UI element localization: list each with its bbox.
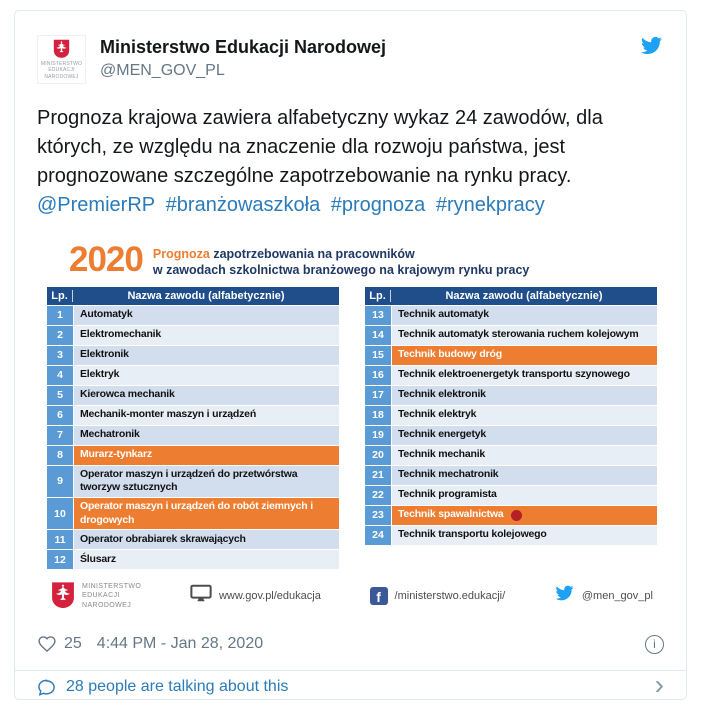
row-number: 15 <box>365 346 391 365</box>
row-name: Technik programista <box>392 486 657 505</box>
professions-table-left <box>47 287 339 570</box>
row-number: 10 <box>47 498 73 529</box>
infographic-footer <box>47 581 657 610</box>
row-name: Mechanik-monter maszyn i urządzeń <box>74 406 339 425</box>
table-row <box>365 366 657 385</box>
info-icon[interactable] <box>645 635 664 654</box>
professions-table-right <box>365 287 657 570</box>
row-name: Technik elektryk <box>392 406 657 425</box>
like-icon[interactable] <box>37 634 57 654</box>
row-number: 16 <box>365 366 391 385</box>
professions-tables <box>47 287 657 570</box>
author-name[interactable]: Ministerstwo Edukacji Narodowej <box>100 37 387 57</box>
ministry-logo <box>51 581 141 610</box>
conversation-link[interactable]: 28 people are talking about this <box>66 678 289 696</box>
table-body <box>47 306 339 570</box>
row-name: Elektromechanik <box>74 326 339 345</box>
infographic-title-accent: Prognoza <box>152 247 210 261</box>
row-name: Murarz-tynkarz <box>74 446 339 465</box>
table-row <box>47 446 339 465</box>
row-number: 17 <box>365 386 391 405</box>
infographic-title-line2: w zawodach szkolnictwa branżowego na krajowym rynku pracy <box>152 263 530 278</box>
table-row <box>47 366 339 385</box>
row-name: Ślusarz <box>74 550 339 569</box>
table-row <box>365 326 657 345</box>
row-name: Automatyk <box>74 306 339 325</box>
table-row <box>47 498 339 529</box>
table-row <box>365 506 657 525</box>
row-name: Elektronik <box>74 346 339 365</box>
monitor-icon <box>190 584 212 608</box>
twitter-logo-icon[interactable] <box>639 35 664 61</box>
table-row <box>365 446 657 465</box>
infographic-year: 2020 <box>69 240 143 279</box>
table-row <box>47 426 339 445</box>
website-url: www.gov.pl/edukacja <box>218 589 321 602</box>
timestamp[interactable]: 4:44 PM - Jan 28, 2020 <box>96 635 264 653</box>
row-number: 1 <box>47 306 73 325</box>
row-name: Technik mechanik <box>392 446 657 465</box>
row-name: Operator maszyn i urządzeń do robót ziemnych i drogowych <box>74 498 339 529</box>
author-block <box>100 35 386 80</box>
row-number: 5 <box>47 386 73 405</box>
row-name: Technik budowy dróg <box>392 346 657 365</box>
like-count[interactable]: 25 <box>64 635 82 653</box>
row-number: 22 <box>365 486 391 505</box>
row-name: Technik automatyk <box>392 306 657 325</box>
row-name: Kierowca mechanik <box>74 386 339 405</box>
column-header-name: Nazwa zawodu (alfabetycznie) <box>445 289 603 302</box>
table-row <box>47 326 339 345</box>
ministry-logo-caption: MINISTERSTWO EDUKACJI NARODOWEJ <box>82 582 142 609</box>
table-row <box>47 406 339 425</box>
ministry-emblem-icon <box>53 39 70 59</box>
avatar-caption: MINISTERSTWO EDUKACJI NARODOWEJ <box>40 60 83 80</box>
row-number: 18 <box>365 406 391 425</box>
row-number: 11 <box>47 530 73 549</box>
facebook-handle: /ministerstwo.edukacji/ <box>394 589 506 602</box>
infographic-title <box>153 246 530 279</box>
table-row <box>365 426 657 445</box>
row-number: 13 <box>365 306 391 325</box>
column-header-lp: Lp. <box>47 290 73 302</box>
row-number: 12 <box>47 550 73 569</box>
table-row <box>47 386 339 405</box>
row-number: 3 <box>47 346 73 365</box>
table-row <box>365 346 657 365</box>
row-number: 8 <box>47 446 73 465</box>
table-header <box>365 287 657 305</box>
tweet-header <box>37 35 664 84</box>
row-number: 4 <box>47 366 73 385</box>
row-name: Technik spawalnictwa <box>392 506 657 525</box>
row-number: 21 <box>365 466 391 485</box>
table-row <box>365 526 657 545</box>
tweet-links <box>37 191 664 220</box>
row-number: 23 <box>365 506 391 525</box>
red-dot-icon <box>511 510 522 521</box>
conversation-bar <box>15 670 686 703</box>
row-name: Technik automatyk sterowania ruchem kolejowym <box>392 326 657 345</box>
row-name: Technik mechatronik <box>392 466 657 485</box>
row-number: 14 <box>365 326 391 345</box>
website-item <box>190 584 321 608</box>
infographic-header <box>69 242 657 279</box>
avatar[interactable] <box>37 35 86 84</box>
twitter-handle: @men_gov_pl <box>581 589 653 602</box>
row-name: Elektryk <box>74 366 339 385</box>
table-header <box>47 287 339 305</box>
row-number: 19 <box>365 426 391 445</box>
column-header-name: Nazwa zawodu (alfabetycznie) <box>127 289 285 302</box>
row-number: 2 <box>47 326 73 345</box>
table-row <box>365 486 657 505</box>
row-number: 20 <box>365 446 391 465</box>
row-number: 6 <box>47 406 73 425</box>
facebook-icon: f <box>370 587 388 605</box>
hashtag-rynekpracy[interactable]: #rynekpracy <box>435 194 545 216</box>
tweet-media-infographic[interactable] <box>37 236 667 610</box>
row-name: Technik energetyk <box>392 426 657 445</box>
facebook-item <box>370 587 506 605</box>
row-name: Technik elektronik <box>392 386 657 405</box>
row-name: Technik transportu kolejowego <box>392 526 657 545</box>
chevron-right-icon[interactable] <box>655 671 664 703</box>
row-name: Technik elektroenergetyk transportu szynowego <box>392 366 657 385</box>
table-row <box>47 466 339 497</box>
table-row <box>47 346 339 365</box>
tweet-card <box>14 10 687 700</box>
row-number: 24 <box>365 526 391 545</box>
mention-premierrp[interactable]: @PremierRP <box>37 194 156 216</box>
row-number: 9 <box>47 466 73 497</box>
table-row <box>47 306 339 325</box>
row-name: Mechatronik <box>74 426 339 445</box>
hashtag-branzowaszkola[interactable]: #branżowaszkoła <box>165 194 321 216</box>
conversation-icon <box>37 678 56 697</box>
row-number: 7 <box>47 426 73 445</box>
hashtag-prognoza[interactable]: #prognoza <box>330 194 426 216</box>
table-row <box>47 530 339 549</box>
author-handle[interactable]: @MEN_GOV_PL <box>100 62 225 79</box>
table-row <box>365 306 657 325</box>
row-name: Operator obrabiarek skrawających <box>74 530 339 549</box>
infographic-title-line1: zapotrzebowania na pracowników <box>213 247 415 261</box>
table-row <box>365 406 657 425</box>
table-body <box>365 306 657 545</box>
tweet-stats <box>37 634 664 654</box>
table-row <box>47 550 339 569</box>
table-row <box>365 386 657 405</box>
table-row <box>365 466 657 485</box>
row-name: Operator maszyn i urządzeń do przetwórstwa tworzyw sztucznych <box>74 466 339 497</box>
ministry-emblem-icon <box>51 581 75 610</box>
twitter-bird-icon <box>554 584 575 607</box>
tweet-text: Prognoza krajowa zawiera alfabetyczny wykaz 24 zawodów, dla których, ze względu na znaczenie dla rozwoju państwa, jest prognozowane szczególne zapotrzebowanie na rynku pracy. <box>37 107 603 187</box>
column-header-lp: Lp. <box>365 290 391 302</box>
twitter-item <box>554 584 653 607</box>
